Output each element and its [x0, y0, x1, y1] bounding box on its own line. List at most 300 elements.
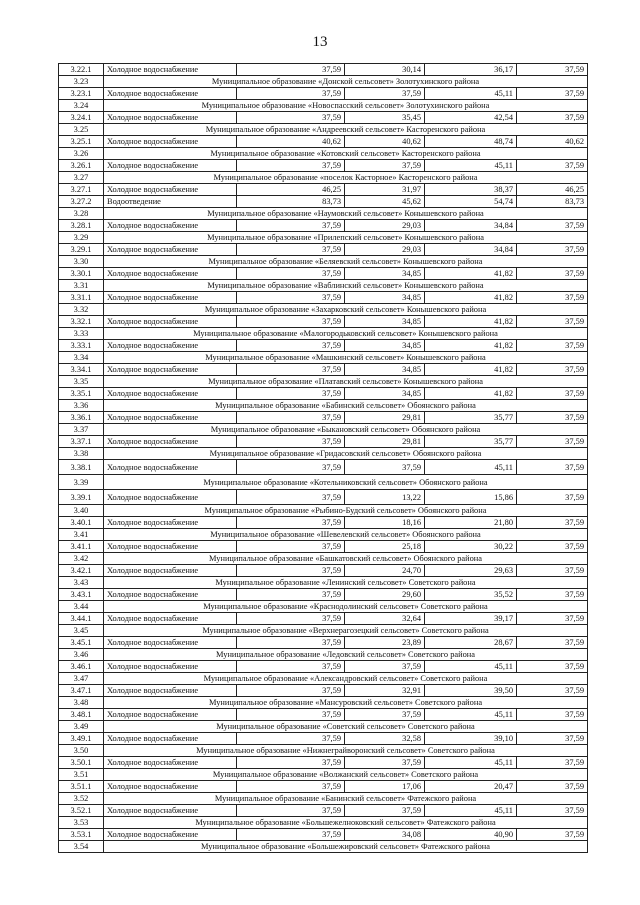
municipality-heading-row: [59, 352, 588, 364]
municipality-title: Муниципальное образование «Башкатовский сельсовет» Обоянского района: [104, 553, 588, 565]
tariff-value-2: 37,59: [345, 160, 425, 172]
tariff-value-2: 34,85: [345, 316, 425, 328]
tariff-value-4: 37,59: [517, 364, 588, 376]
municipality-title: Муниципальное образование «Донской сельсовет» Золотухинского района: [104, 76, 588, 88]
row-number: 3.26.1: [59, 160, 104, 172]
municipality-heading-row: [59, 601, 588, 613]
row-number: 3.50.1: [59, 757, 104, 769]
row-number: 3.42.1: [59, 565, 104, 577]
row-number: 3.37: [59, 424, 104, 436]
municipality-title: Муниципальное образование «Беляевский сельсовет» Конышевского района: [104, 256, 588, 268]
tariff-value-4: 46,25: [517, 184, 588, 196]
tariff-value-1: 37,59: [237, 490, 345, 505]
tariff-value-4: 37,59: [517, 829, 588, 841]
tariff-value-3: 28,67: [425, 637, 517, 649]
municipality-title: Муниципальное образование «Рыбино-Будский сельсовет» Обоянского района: [104, 505, 588, 517]
tariff-value-2: 34,85: [345, 388, 425, 400]
tariff-value-3: 36,17: [425, 64, 517, 76]
row-number: 3.45.1: [59, 637, 104, 649]
municipality-title: Муниципальное образование «Краснодолинский сельсовет» Советского района: [104, 601, 588, 613]
service-name: Холодное водоснабжение: [104, 340, 237, 352]
tariff-value-4: 37,59: [517, 340, 588, 352]
row-number: 3.32.1: [59, 316, 104, 328]
tariff-value-3: 45,11: [425, 160, 517, 172]
row-number: 3.37.1: [59, 436, 104, 448]
tariff-value-4: 37,59: [517, 64, 588, 76]
municipality-heading-row: [59, 553, 588, 565]
row-number: 3.46: [59, 649, 104, 661]
row-number: 3.23.1: [59, 88, 104, 100]
tariff-value-4: 37,59: [517, 460, 588, 475]
table-row: [59, 613, 588, 625]
tariff-value-2: 34,85: [345, 292, 425, 304]
tariff-value-4: 37,59: [517, 637, 588, 649]
tariff-value-1: 37,59: [237, 733, 345, 745]
row-number: 3.35.1: [59, 388, 104, 400]
municipality-heading-row: [59, 208, 588, 220]
row-number: 3.36.1: [59, 412, 104, 424]
tariff-value-3: 20,47: [425, 781, 517, 793]
tariff-value-3: 45,11: [425, 709, 517, 721]
tariff-value-2: 18,16: [345, 517, 425, 529]
tariff-value-3: 48,74: [425, 136, 517, 148]
tariff-value-3: 35,77: [425, 412, 517, 424]
municipality-title: Муниципальное образование «Быкановский сельсовет» Обоянского района: [104, 424, 588, 436]
tariff-value-2: 29,03: [345, 244, 425, 256]
tariff-value-2: 37,59: [345, 460, 425, 475]
service-name: Холодное водоснабжение: [104, 685, 237, 697]
service-name: Холодное водоснабжение: [104, 541, 237, 553]
tariff-value-3: 39,17: [425, 613, 517, 625]
table-row: [59, 517, 588, 529]
tariff-value-1: 37,59: [237, 829, 345, 841]
tariff-value-4: 37,59: [517, 781, 588, 793]
tariff-value-4: 37,59: [517, 436, 588, 448]
table-row: [59, 388, 588, 400]
tariff-value-1: 37,59: [237, 613, 345, 625]
tariff-value-3: 30,22: [425, 541, 517, 553]
service-name: Холодное водоснабжение: [104, 436, 237, 448]
tariff-value-4: 37,59: [517, 661, 588, 673]
table-row: [59, 112, 588, 124]
municipality-heading-row: [59, 475, 588, 490]
table-row: [59, 541, 588, 553]
municipality-heading-row: [59, 280, 588, 292]
row-number: 3.50: [59, 745, 104, 757]
municipality-title: Муниципальное образование «Новоспасский сельсовет» Золотухинского района: [104, 100, 588, 112]
municipality-heading-row: [59, 625, 588, 637]
tariff-value-3: 41,82: [425, 292, 517, 304]
municipality-heading-row: [59, 697, 588, 709]
row-number: 3.49.1: [59, 733, 104, 745]
tariff-value-1: 46,25: [237, 184, 345, 196]
row-number: 3.28: [59, 208, 104, 220]
table-row: [59, 244, 588, 256]
table-row: [59, 661, 588, 673]
municipality-title: Муниципальное образование «Гридасовский сельсовет» Обоянского района: [104, 448, 588, 460]
tariff-value-4: 37,59: [517, 388, 588, 400]
tariff-value-3: 29,63: [425, 565, 517, 577]
row-number: 3.32: [59, 304, 104, 316]
tariff-value-2: 30,14: [345, 64, 425, 76]
municipality-heading-row: [59, 673, 588, 685]
tariff-value-2: 45,62: [345, 196, 425, 208]
tariff-value-3: 39,50: [425, 685, 517, 697]
municipality-title: Муниципальное образование «Захарковский сельсовет» Конышевского района: [104, 304, 588, 316]
municipality-heading-row: [59, 448, 588, 460]
row-number: 3.42: [59, 553, 104, 565]
tariff-value-3: 41,82: [425, 364, 517, 376]
service-name: Холодное водоснабжение: [104, 160, 237, 172]
tariff-value-3: 21,80: [425, 517, 517, 529]
tariff-value-2: 37,59: [345, 88, 425, 100]
service-name: Холодное водоснабжение: [104, 268, 237, 280]
municipality-heading-row: [59, 505, 588, 517]
municipality-title: Муниципальное образование «Верхнерагозецкий сельсовет» Советского района: [104, 625, 588, 637]
row-number: 3.33.1: [59, 340, 104, 352]
row-number: 3.39: [59, 475, 104, 490]
municipality-heading-row: [59, 745, 588, 757]
row-number: 3.27.2: [59, 196, 104, 208]
service-name: Холодное водоснабжение: [104, 661, 237, 673]
tariff-value-2: 23,89: [345, 637, 425, 649]
row-number: 3.44.1: [59, 613, 104, 625]
tariff-value-2: 32,58: [345, 733, 425, 745]
row-number: 3.44: [59, 601, 104, 613]
tariff-value-1: 37,59: [237, 589, 345, 601]
tariff-value-4: 37,59: [517, 112, 588, 124]
tariff-value-4: 37,59: [517, 613, 588, 625]
tariff-value-2: 34,85: [345, 268, 425, 280]
row-number: 3.26: [59, 148, 104, 160]
tariff-value-1: 37,59: [237, 244, 345, 256]
service-name: Холодное водоснабжение: [104, 757, 237, 769]
tariff-value-2: 17,06: [345, 781, 425, 793]
municipality-heading-row: [59, 376, 588, 388]
tariff-value-3: 34,84: [425, 220, 517, 232]
tariff-value-4: 37,59: [517, 709, 588, 721]
row-number: 3.27.1: [59, 184, 104, 196]
tariff-value-4: 83,73: [517, 196, 588, 208]
tariff-value-2: 37,59: [345, 661, 425, 673]
tariff-value-1: 37,59: [237, 757, 345, 769]
tariff-value-3: 42,54: [425, 112, 517, 124]
row-number: 3.30: [59, 256, 104, 268]
municipality-title: Муниципальное образование «Ваблинский сельсовет» Конышевского района: [104, 280, 588, 292]
service-name: Холодное водоснабжение: [104, 292, 237, 304]
table-row: [59, 781, 588, 793]
table-row: [59, 220, 588, 232]
row-number: 3.48: [59, 697, 104, 709]
table-row: [59, 589, 588, 601]
row-number: 3.39.1: [59, 490, 104, 505]
table-row: [59, 196, 588, 208]
tariff-value-1: 37,59: [237, 64, 345, 76]
row-number: 3.41: [59, 529, 104, 541]
service-name: Холодное водоснабжение: [104, 709, 237, 721]
municipality-title: Муниципальное образование «Банинский сельсовет» Фатежского района: [104, 793, 588, 805]
tariff-value-1: 37,59: [237, 436, 345, 448]
tariff-value-1: 37,59: [237, 781, 345, 793]
tariff-value-3: 15,86: [425, 490, 517, 505]
municipality-title: Муниципальное образование «Машкинский сельсовет» Конышевского района: [104, 352, 588, 364]
tariff-value-4: 37,59: [517, 685, 588, 697]
tariff-value-2: 32,64: [345, 613, 425, 625]
row-number: 3.51: [59, 769, 104, 781]
tariff-value-4: 37,59: [517, 160, 588, 172]
service-name: Холодное водоснабжение: [104, 112, 237, 124]
row-number: 3.45: [59, 625, 104, 637]
row-number: 3.31.1: [59, 292, 104, 304]
service-name: Холодное водоснабжение: [104, 88, 237, 100]
municipality-heading-row: [59, 817, 588, 829]
service-name: Холодное водоснабжение: [104, 136, 237, 148]
tariff-value-1: 37,59: [237, 316, 345, 328]
table-row: [59, 136, 588, 148]
row-number: 3.43: [59, 577, 104, 589]
service-name: Холодное водоснабжение: [104, 613, 237, 625]
tariff-value-1: 37,59: [237, 160, 345, 172]
service-name: Холодное водоснабжение: [104, 244, 237, 256]
tariff-value-2: 29,81: [345, 436, 425, 448]
municipality-title: Муниципальное образование «Александровский сельсовет» Советского района: [104, 673, 588, 685]
service-name: Холодное водоснабжение: [104, 184, 237, 196]
tariff-value-2: 37,59: [345, 709, 425, 721]
table-row: [59, 292, 588, 304]
row-number: 3.51.1: [59, 781, 104, 793]
tariff-value-4: 37,59: [517, 565, 588, 577]
tariff-value-1: 37,59: [237, 637, 345, 649]
municipality-heading-row: [59, 793, 588, 805]
municipality-heading-row: [59, 769, 588, 781]
tariff-value-1: 37,59: [237, 364, 345, 376]
municipality-heading-row: [59, 232, 588, 244]
tariff-value-4: 40,62: [517, 136, 588, 148]
table-row: [59, 340, 588, 352]
row-number: 3.22.1: [59, 64, 104, 76]
municipality-title: Муниципальное образование «Большежелноковский сельсовет» Фатежского района: [104, 817, 588, 829]
tariff-value-2: 25,18: [345, 541, 425, 553]
service-name: Холодное водоснабжение: [104, 220, 237, 232]
municipality-heading-row: [59, 76, 588, 88]
tariff-value-2: 35,45: [345, 112, 425, 124]
table-row: [59, 88, 588, 100]
service-name: Холодное водоснабжение: [104, 412, 237, 424]
tariff-value-2: 34,08: [345, 829, 425, 841]
service-name: Холодное водоснабжение: [104, 589, 237, 601]
municipality-heading-row: [59, 304, 588, 316]
tariff-value-1: 40,62: [237, 136, 345, 148]
municipality-title: Муниципальное образование «поселок Касторное» Касторенского района: [104, 172, 588, 184]
tariff-value-1: 37,59: [237, 517, 345, 529]
row-number: 3.53.1: [59, 829, 104, 841]
municipality-title: Муниципальное образование «Малогородьковский сельсовет» Конышевского района: [104, 328, 588, 340]
municipality-title: Муниципальное образование «Мансуровский сельсовет» Советского района: [104, 697, 588, 709]
service-name: Холодное водоснабжение: [104, 490, 237, 505]
tariff-value-4: 37,59: [517, 541, 588, 553]
tariff-value-4: 37,59: [517, 292, 588, 304]
tariff-value-1: 37,59: [237, 565, 345, 577]
tariff-table-body: [59, 64, 588, 853]
tariff-value-1: 37,59: [237, 388, 345, 400]
table-row: [59, 64, 588, 76]
table-row: [59, 460, 588, 475]
tariff-value-4: 37,59: [517, 589, 588, 601]
row-number: 3.48.1: [59, 709, 104, 721]
tariff-value-2: 34,85: [345, 340, 425, 352]
table-row: [59, 412, 588, 424]
table-row: [59, 436, 588, 448]
row-number: 3.25.1: [59, 136, 104, 148]
page-number: 13: [312, 34, 328, 50]
municipality-title: Муниципальное образование «Бабинский сельсовет» Обоянского района: [104, 400, 588, 412]
tariff-value-3: 45,11: [425, 460, 517, 475]
tariff-value-4: 37,59: [517, 268, 588, 280]
municipality-heading-row: [59, 529, 588, 541]
row-number: 3.47: [59, 673, 104, 685]
tariff-value-3: 34,84: [425, 244, 517, 256]
table-row: [59, 184, 588, 196]
service-name: Холодное водоснабжение: [104, 829, 237, 841]
municipality-title: Муниципальное образование «Прилепский сельсовет» Конышевского района: [104, 232, 588, 244]
municipality-heading-row: [59, 400, 588, 412]
tariff-value-2: 13,22: [345, 490, 425, 505]
municipality-title: Муниципальное образование «Шевелевский сельсовет» Обоянского района: [104, 529, 588, 541]
service-name: Холодное водоснабжение: [104, 364, 237, 376]
tariff-value-2: 31,97: [345, 184, 425, 196]
row-number: 3.25: [59, 124, 104, 136]
tariff-value-4: 37,59: [517, 244, 588, 256]
row-number: 3.41.1: [59, 541, 104, 553]
tariff-value-2: 37,59: [345, 805, 425, 817]
row-number: 3.49: [59, 721, 104, 733]
tariff-value-4: 37,59: [517, 88, 588, 100]
tariff-value-1: 37,59: [237, 661, 345, 673]
tariff-value-2: 29,60: [345, 589, 425, 601]
table-row: [59, 733, 588, 745]
tariff-value-1: 37,59: [237, 412, 345, 424]
municipality-title: Муниципальное образование «Большежировский сельсовет» Фатежского района: [104, 841, 588, 853]
table-row: [59, 364, 588, 376]
service-name: Холодное водоснабжение: [104, 781, 237, 793]
tariff-value-1: 37,59: [237, 460, 345, 475]
service-name: Холодное водоснабжение: [104, 565, 237, 577]
row-number: 3.38: [59, 448, 104, 460]
tariff-value-2: 37,59: [345, 757, 425, 769]
row-number: 3.34: [59, 352, 104, 364]
row-number: 3.28.1: [59, 220, 104, 232]
row-number: 3.54: [59, 841, 104, 853]
service-name: Холодное водоснабжение: [104, 733, 237, 745]
municipality-title: Муниципальное образование «Ледовский сельсовет» Советского района: [104, 649, 588, 661]
table-row: [59, 490, 588, 505]
row-number: 3.23: [59, 76, 104, 88]
row-number: 3.34.1: [59, 364, 104, 376]
municipality-heading-row: [59, 424, 588, 436]
service-name: Холодное водоснабжение: [104, 517, 237, 529]
table-row: [59, 637, 588, 649]
row-number: 3.31: [59, 280, 104, 292]
tariff-value-3: 45,11: [425, 805, 517, 817]
tariff-value-1: 37,59: [237, 292, 345, 304]
row-number: 3.40.1: [59, 517, 104, 529]
tariff-value-3: 45,11: [425, 757, 517, 769]
tariff-value-3: 35,52: [425, 589, 517, 601]
service-name: Водоотведение: [104, 196, 237, 208]
municipality-title: Муниципальное образование «Ленинский сельсовет» Советского района: [104, 577, 588, 589]
row-number: 3.36: [59, 400, 104, 412]
tariff-value-3: 41,82: [425, 340, 517, 352]
tariff-value-3: 38,37: [425, 184, 517, 196]
municipality-title: Муниципальное образование «Котельниковский сельсовет» Обоянского района: [104, 475, 588, 490]
tariff-value-2: 40,62: [345, 136, 425, 148]
tariff-value-4: 37,59: [517, 517, 588, 529]
row-number: 3.47.1: [59, 685, 104, 697]
municipality-heading-row: [59, 649, 588, 661]
municipality-title: Муниципальное образование «Волжанский сельсовет» Советского района: [104, 769, 588, 781]
row-number: 3.30.1: [59, 268, 104, 280]
row-number: 3.29: [59, 232, 104, 244]
row-number: 3.29.1: [59, 244, 104, 256]
service-name: Холодное водоснабжение: [104, 805, 237, 817]
service-name: Холодное водоснабжение: [104, 316, 237, 328]
row-number: 3.53: [59, 817, 104, 829]
municipality-heading-row: [59, 721, 588, 733]
table-row: [59, 160, 588, 172]
tariff-value-4: 37,59: [517, 733, 588, 745]
tariff-value-2: 34,85: [345, 364, 425, 376]
service-name: Холодное водоснабжение: [104, 460, 237, 475]
table-row: [59, 757, 588, 769]
municipality-title: Муниципальное образование «Котовский сельсовет» Касторенского района: [104, 148, 588, 160]
tariff-value-4: 37,59: [517, 316, 588, 328]
municipality-heading-row: [59, 100, 588, 112]
service-name: Холодное водоснабжение: [104, 637, 237, 649]
row-number: 3.24.1: [59, 112, 104, 124]
service-name: Холодное водоснабжение: [104, 64, 237, 76]
tariff-value-3: 45,11: [425, 88, 517, 100]
row-number: 3.52: [59, 793, 104, 805]
municipality-title: Муниципальное образование «Андреевский сельсовет» Касторенского района: [104, 124, 588, 136]
table-row: [59, 829, 588, 841]
municipality-heading-row: [59, 256, 588, 268]
table-row: [59, 268, 588, 280]
table-row: [59, 709, 588, 721]
tariff-value-1: 37,59: [237, 268, 345, 280]
tariff-value-1: 37,59: [237, 709, 345, 721]
row-number: 3.43.1: [59, 589, 104, 601]
tariff-table: [58, 63, 588, 853]
municipality-heading-row: [59, 841, 588, 853]
tariff-value-1: 37,59: [237, 88, 345, 100]
service-name: Холодное водоснабжение: [104, 388, 237, 400]
tariff-value-1: 37,59: [237, 112, 345, 124]
tariff-value-3: 54,74: [425, 196, 517, 208]
table-row: [59, 685, 588, 697]
municipality-title: Муниципальное образование «Нижнеграйворонский сельсовет» Советского района: [104, 745, 588, 757]
tariff-value-3: 40,90: [425, 829, 517, 841]
tariff-value-3: 41,82: [425, 268, 517, 280]
tariff-value-1: 37,59: [237, 805, 345, 817]
municipality-title: Муниципальное образование «Наумовский сельсовет» Конышевского района: [104, 208, 588, 220]
tariff-value-2: 29,81: [345, 412, 425, 424]
row-number: 3.35: [59, 376, 104, 388]
municipality-heading-row: [59, 172, 588, 184]
tariff-value-2: 32,91: [345, 685, 425, 697]
row-number: 3.46.1: [59, 661, 104, 673]
row-number: 3.33: [59, 328, 104, 340]
table-row: [59, 805, 588, 817]
